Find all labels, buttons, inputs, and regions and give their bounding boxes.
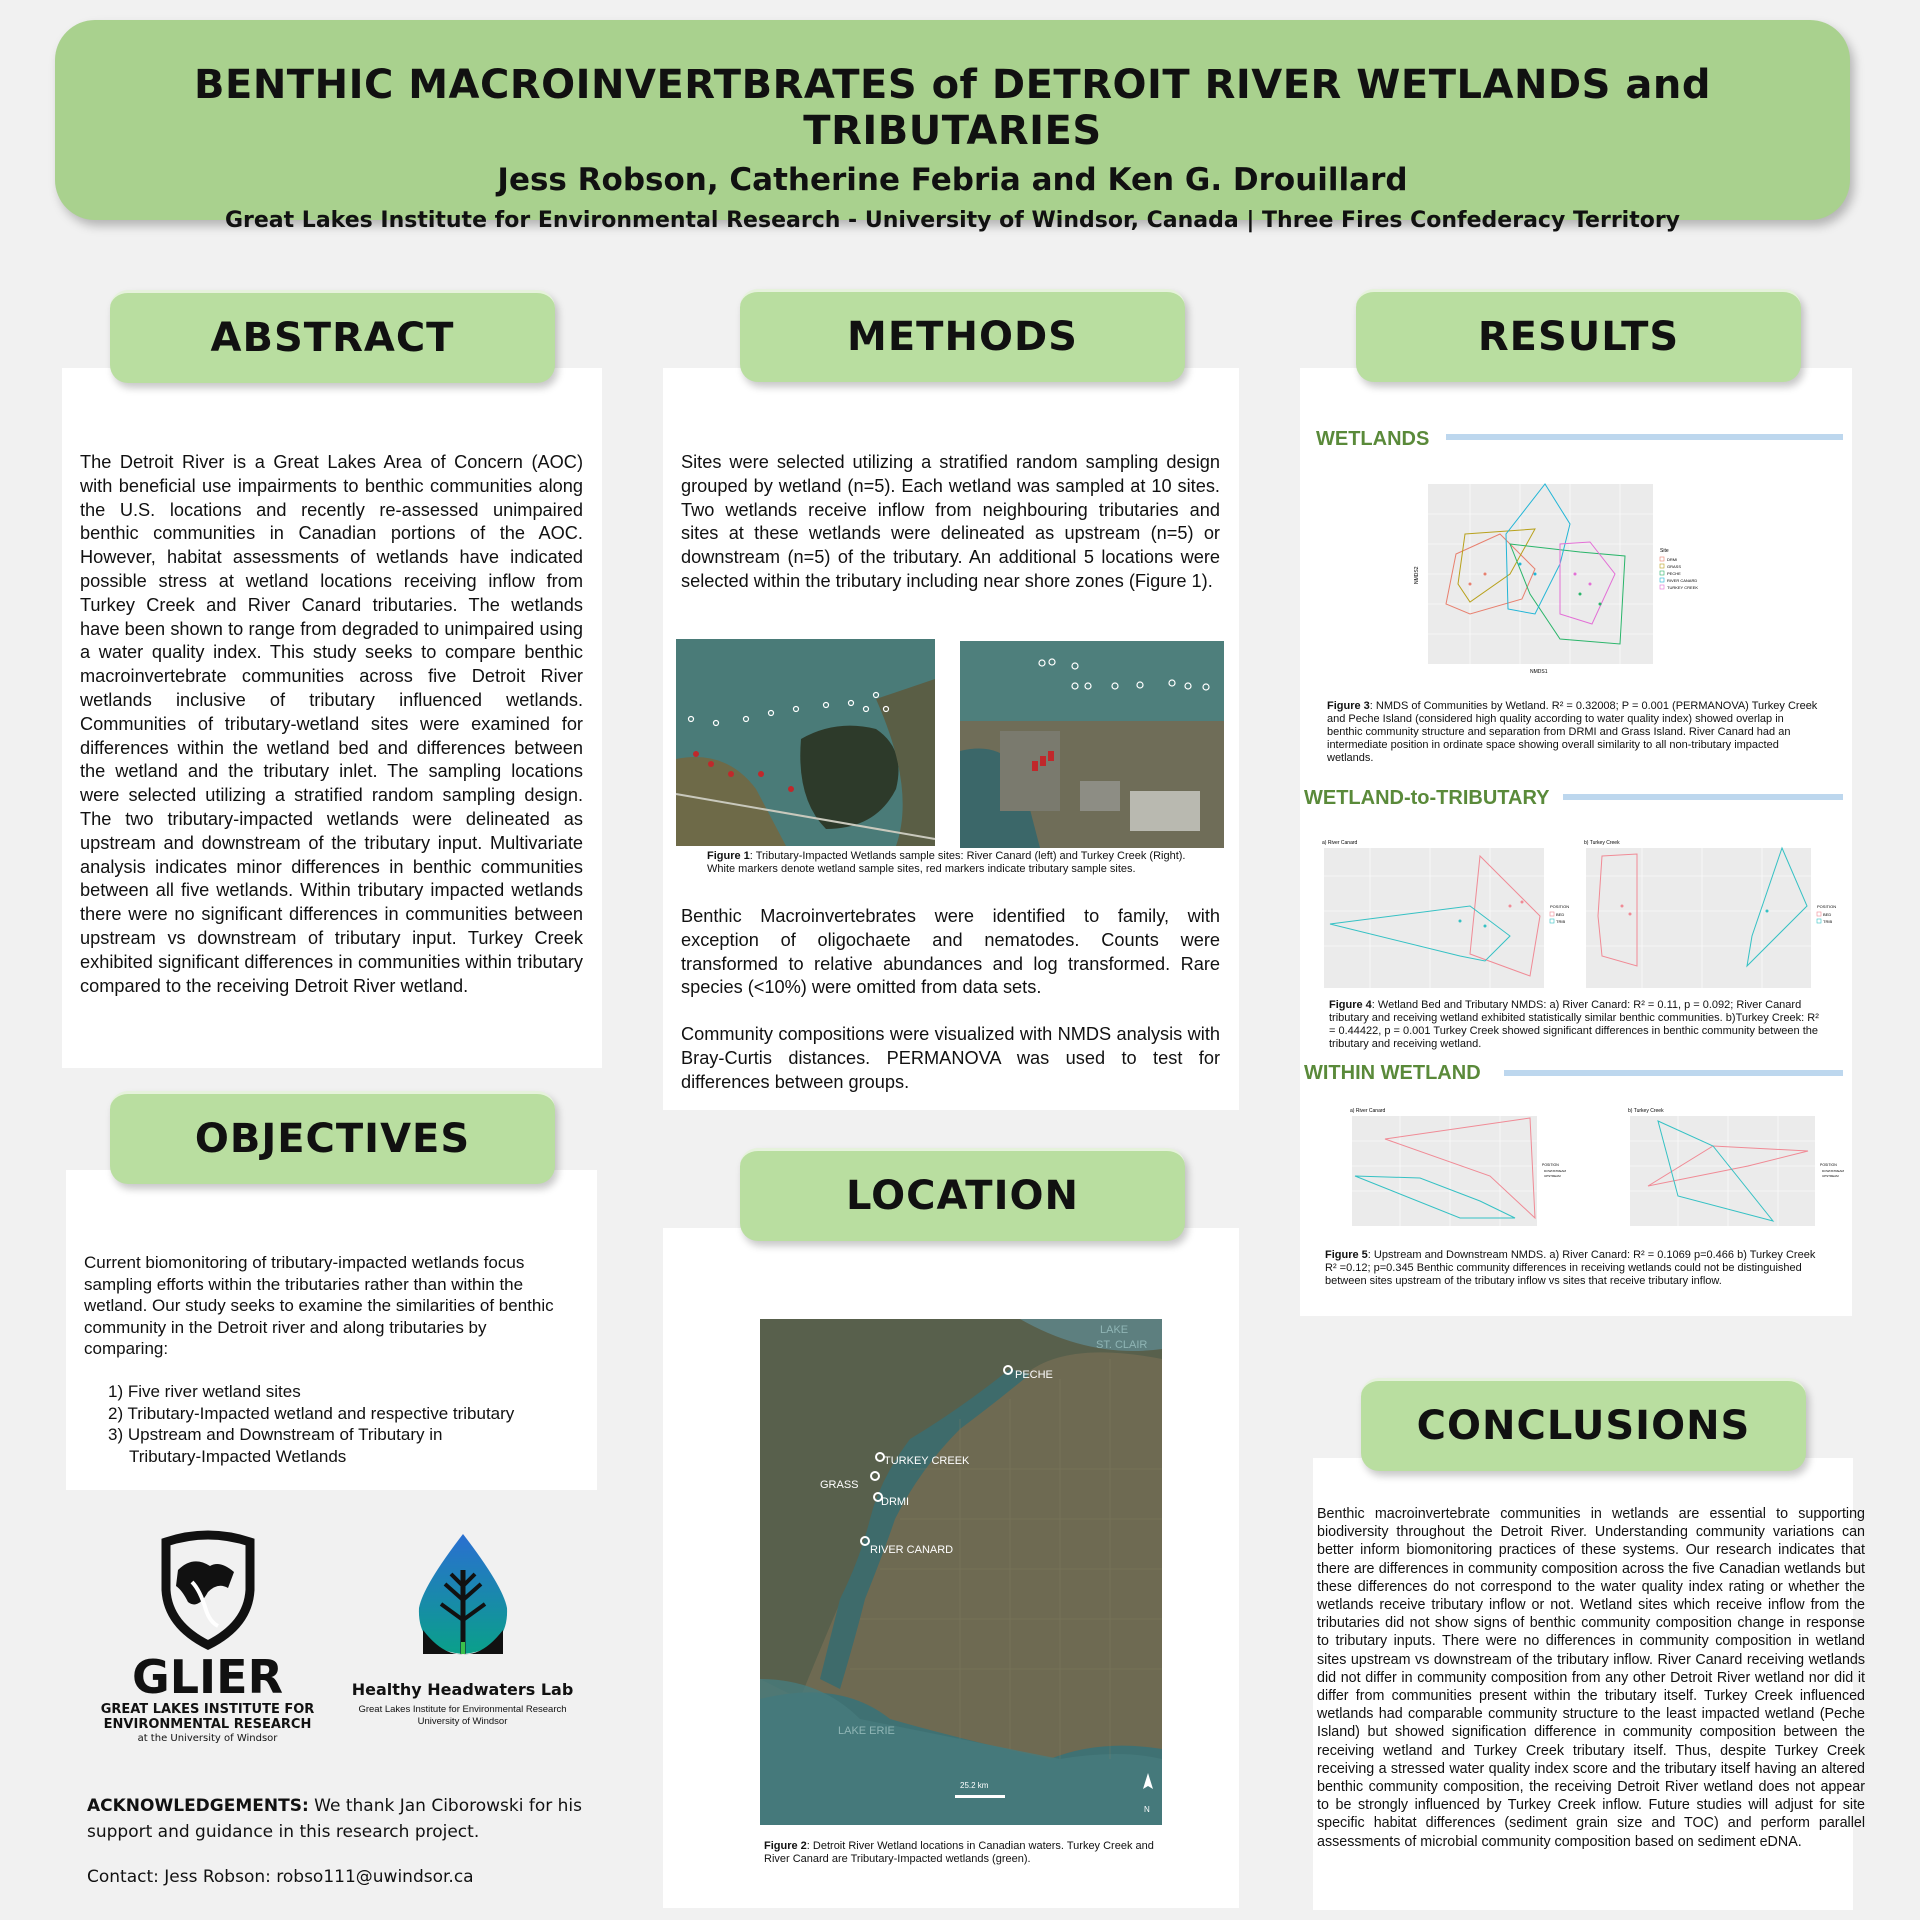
map-label-grass: GRASS	[820, 1479, 859, 1491]
map-label-turkey-creek: TURKEY CREEK	[884, 1455, 970, 1467]
healthy-headwaters-logo	[340, 1530, 585, 1750]
fig5b-legend-up: UPSTREAM	[1822, 1174, 1839, 1178]
glier-line2: ENVIRONMENTAL RESEARCH	[103, 1717, 312, 1732]
objectives-list	[108, 1381, 588, 1467]
detroit-river-map	[760, 1319, 1162, 1825]
acknowledgements	[87, 1793, 587, 1845]
figure-2-caption	[764, 1840, 1164, 1866]
glier-logo	[100, 1530, 315, 1750]
fig3-text: : NMDS of Communities by Wetland. R² = 0.32008; P = 0.001 (PERMANOVA) Turkey Creek and Peche Island (considered high quality according to water quality index) showed overlap in benthic community structure and separation from DRMI and Grass Island. River Canard had an intermediate position in ordinate space showing overall similarity to all non-tributary impacted wetlands.	[1327, 700, 1818, 764]
fig5a-title: a) River Canard	[1350, 1108, 1386, 1114]
glier-name: GLIER	[131, 1650, 284, 1704]
figure-1-caption	[707, 850, 1207, 876]
fig3-legend-peche: PECHE	[1667, 571, 1681, 576]
fig4-text: : Wetland Bed and Tributary NMDS: a) River Canard: R² = 0.11, p = 0.092; River Canard tributary and receiving wetland exhibited statistically similar benthic communities. b)Turkey Creek: R² = 0.44422, p = 0.001 Turkey Creek showed significant differences in benthic community between the tributary and receiving wetland.	[1329, 999, 1819, 1050]
title-banner	[55, 20, 1850, 233]
objective-item: 2) Tributary-Impacted wetland and respective tributary	[108, 1403, 515, 1423]
map-label-peche: PECHE	[1015, 1369, 1053, 1381]
fig4a-plot	[1310, 836, 1580, 996]
location-heading: LOCATION	[740, 1148, 1185, 1241]
hhl-line1: Great Lakes Institute for Environmental Research	[358, 1704, 567, 1715]
fig1-label: Figure 1	[707, 850, 750, 862]
fig4a-legend-bed: BED	[1556, 912, 1565, 917]
hhl-line2: University of Windsor	[417, 1716, 508, 1727]
objective-item: 3) Upstream and Downstream of Tributary in	[108, 1425, 443, 1444]
fig4-label: Figure 4	[1329, 999, 1372, 1011]
fig4a-legend-trib: TRIB	[1556, 919, 1566, 924]
fig3-legend-canard: RIVER CANARD	[1667, 578, 1698, 583]
poster-title: BENTHIC MACROINVERTBRATES of DETROIT RIVER WETLANDS and TRIBUTARIES	[194, 62, 1711, 154]
subheading-rule	[1446, 434, 1843, 440]
fig3-ylabel: NMDS2	[1414, 566, 1420, 584]
ack-label: ACKNOWLEDGEMENTS:	[87, 1796, 309, 1816]
glier-shield-icon	[148, 1530, 268, 1648]
objective-item: Tributary-Impacted Wetlands	[129, 1446, 347, 1466]
poster-authors: Jess Robson, Catherine Febria and Ken G. Drouillard	[497, 162, 1408, 198]
poster-affiliation: Great Lakes Institute for Environmental Research - University of Windsor, Canada | Three Fires Confederacy Territory	[224, 208, 1681, 233]
abstract-text: The Detroit River is a Great Lakes Area of Concern (AOC) with beneficial use impairments to benthic communities along the U.S. locations and recently re-assessed unimpaired benthic communities in Canadian portions of the AOC. However, habitat assessments of wetlands have indicated possible stress at wetland locations receiving inflow from Turkey Creek and River Canard tributaries. The wetlands have been shown to range from degraded to unimpaired using a water quality index. This study seeks to compare benthic macroinvertebrate communities across five Detroit River wetlands inclusive of tributary influenced wetlands. Communities of tributary-wetland sites were examined for differences within the wetland bed and differences between the wetland and the tributary inlet. The sampling locations were selected utilizing a stratified random sampling design. The two tributary-impacted wetlands were delineated as upstream and downstream of the tributary input. Multivariate analysis indicates minor differences in benthic communities between all five wetlands. Within tributary impacted wetlands there were no significant differences in communities between upstream vs downstream of tributary input. Turkey Creek exhibited significant differences in communities within tributary compared to the receiving Detroit River wetland.	[80, 452, 583, 996]
methods-paragraph-2: Benthic Macroinvertebrates were identified to family, with exception of oligochaete and nematodes. Counts were transformed to relative abundances and log transformed. Rare species (<10%) were omitted from data sets.	[681, 906, 1220, 998]
results-heading: RESULTS	[1356, 289, 1801, 382]
fig4a-title: a) River Canard	[1322, 840, 1358, 846]
figure-3-caption	[1327, 700, 1819, 765]
abstract-heading: ABSTRACT	[110, 290, 555, 383]
map-label-lake: LAKE	[1100, 1324, 1129, 1336]
fig5-label: Figure 5	[1325, 1249, 1368, 1261]
fig1-text: : Tributary-Impacted Wetlands sample sites: River Canard (left) and Turkey Creek (Right). White markers denote wetland sample sites, red markers indicate tributary sample sites.	[707, 850, 1186, 875]
objective-item: 1) Five river wetland sites	[108, 1382, 301, 1401]
fig5a-legend-title: POSITION	[1542, 1163, 1559, 1167]
figure-4-caption	[1329, 999, 1819, 1051]
subheading-rule	[1504, 1070, 1843, 1076]
subheading-wetland-to-tributary: WETLAND-to-TRIBUTARY	[1304, 787, 1550, 809]
conclusions-text: Benthic macroinvertebrate communities in wetlands are essential to supporting biodiversity throughout the Detroit River. Understanding community variations can better inform biomonitoring practices of these systems. Our research indicates that there are differences in community composition across the five Canadian wetlands but these differences do not correspond to the water quality index rating or whether the wetlands receive tributary inflow or not. Wetland sites which receive inflow from the tributaries did not show signs of benthic community composition change in response to tributary inputs. There were no differences in community composition in wetland sites upstream vs downstream of the tributary inflow. River Canard receiving wetlands did not differ in community composition from any other Detroit River wetland nor did it differ from communities present within the tributary itself. Turkey Creek influenced wetlands had comparable community structure to the least impacted wetland (Peche Island) but showed signification difference in community composition between the receiving wetland and Turkey Creek tributary itself. Thus, despite Turkey Creek receiving a stressed water quality index score and the tributary itself having an altered benthic community composition, the receiving Detroit River wetland does not appear to be strongly influenced by Turkey Creek inflow. Future studies will adjust for site specific habitat differences (sediment grain size and TOC) and perform parallel assessments of microbial community composition based on sediment eDNA.	[1317, 1506, 1865, 1850]
fig3-nmds-plot	[1410, 474, 1720, 674]
fig4b-title: b) Turkey Creek	[1584, 840, 1620, 846]
map-label-river-canard: RIVER CANARD	[870, 1544, 954, 1556]
subheading-wetlands: WETLANDS	[1316, 428, 1430, 450]
fig3-xlabel: NMDS1	[1530, 669, 1548, 675]
glier-line1: GREAT LAKES INSTITUTE FOR	[100, 1702, 315, 1717]
water-drop-icon	[403, 1530, 523, 1658]
objectives-intro: Current biomonitoring of tributary-impacted wetlands focus sampling efforts within the tributaries rather than within the wetland. Our study seeks to examine the similarities of benthic community in the Detroit river and along tributaries by comparing:	[84, 1253, 554, 1358]
fig4b-legend-title: POSITION	[1817, 904, 1837, 909]
fig2-label: Figure 2	[764, 1840, 807, 1852]
north-arrow-icon: N	[1144, 1805, 1150, 1814]
fig4a-legend-title: POSITION	[1550, 904, 1570, 909]
fig3-legend-drmi: DRMI	[1667, 557, 1678, 562]
glier-line3: at the University of Windsor	[137, 1733, 278, 1744]
subheading-rule	[1563, 794, 1843, 800]
fig5b-title: b) Turkey Creek	[1628, 1108, 1664, 1114]
map-label-st-clair: ST. CLAIR	[1096, 1339, 1148, 1351]
fig5b-plot	[1618, 1106, 1844, 1236]
map-scale: 25.2 km	[960, 1781, 989, 1790]
fig4b-legend-bed: BED	[1823, 912, 1832, 917]
conclusions-heading: CONCLUSIONS	[1361, 1378, 1806, 1471]
methods-heading: METHODS	[740, 289, 1185, 382]
fig2-text: : Detroit River Wetland locations in Canadian waters. Turkey Creek and River Canard are Tributary-Impacted wetlands (green).	[764, 1840, 1154, 1865]
fig3-legend-grass: GRASS	[1667, 564, 1682, 569]
fig5a-plot	[1340, 1106, 1566, 1236]
methods-paragraph-1: Sites were selected utilizing a stratified random sampling design grouped by wetland (n=5). Each wetland was sampled at 10 sites. Two wetlands receive inflow from neighbouring tributaries and sites at these wetlands were delineated as upstream (n=5) or downstream (n=5) of the tributary. An additional 5 locations were selected within the tributary including near shore zones (Figure 1).	[681, 452, 1220, 591]
fig3-label: Figure 3	[1327, 700, 1370, 712]
fig5a-legend-down: DOWNSTREAM	[1544, 1169, 1566, 1173]
river-canard-satellite	[676, 639, 935, 846]
contact-line: Contact: Jess Robson: robso111@uwindsor.ca	[87, 1867, 474, 1887]
fig5b-legend-down: DOWNSTREAM	[1822, 1169, 1844, 1173]
fig4b-plot	[1582, 836, 1850, 996]
fig4b-legend-trib: TRIB	[1823, 919, 1833, 924]
turkey-creek-satellite	[960, 641, 1224, 848]
figure-5-caption	[1325, 1249, 1819, 1288]
ack-text: We thank Jan Ciborowski for his support and guidance in this research project.	[87, 1796, 583, 1842]
hhl-name: Healthy Headwaters Lab	[351, 1680, 574, 1699]
fig3-legend-turkey: TURKEY CREEK	[1667, 585, 1699, 590]
fig3-legend-title: Site	[1660, 548, 1669, 554]
fig5a-legend-up: UPSTREAM	[1544, 1174, 1561, 1178]
fig5b-legend-title: POSITION	[1820, 1163, 1837, 1167]
fig5-text: : Upstream and Downstream NMDS. a) River Canard: R² = 0.1069 p=0.466 b) Turkey Creek R² =0.12; p=0.345 Benthic community differences in receiving wetlands could not be distinguished between sites upstream of the tributary inflow vs sites that receive tributary inflow.	[1325, 1249, 1816, 1287]
subheading-within-wetland: WITHIN WETLAND	[1304, 1062, 1481, 1084]
methods-paragraph-3: Community compositions were visualized with NMDS analysis with Bray-Curtis distances. PERMANOVA was used to test for differences between groups.	[681, 1024, 1220, 1092]
map-label-lake-erie: LAKE ERIE	[838, 1725, 895, 1737]
objectives-heading: OBJECTIVES	[110, 1091, 555, 1184]
map-label-drmi: DRMI	[881, 1496, 910, 1508]
